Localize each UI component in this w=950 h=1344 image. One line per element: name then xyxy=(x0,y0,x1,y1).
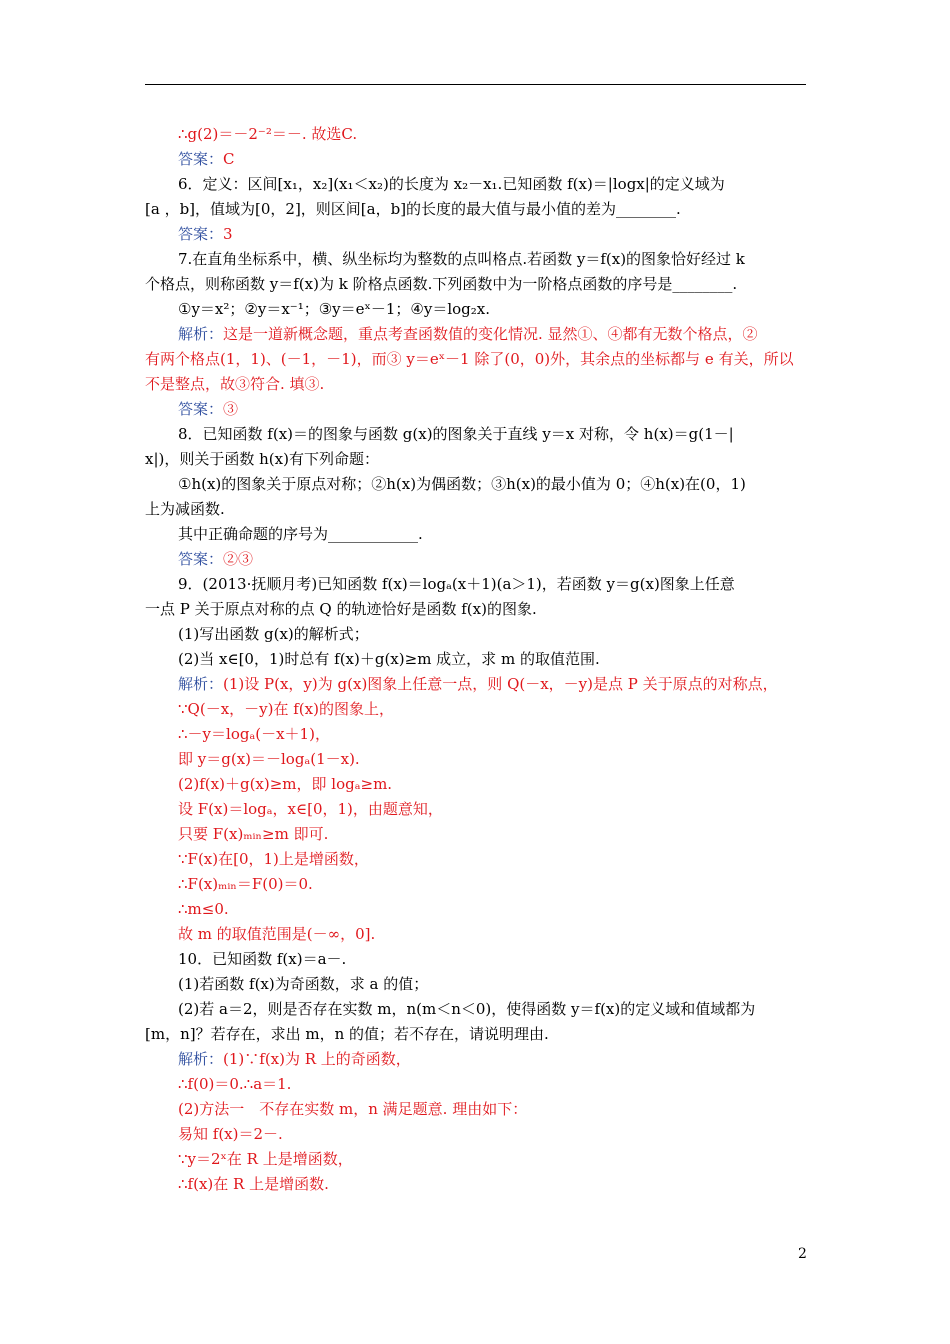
text-line xyxy=(178,799,443,819)
line-text: 不是整点，故③符合. 填③. xyxy=(145,375,325,393)
line-text: ∴F(x)ₘᵢₙ＝F(0)＝0. xyxy=(178,875,313,893)
line-text: 只要 F(x)ₘᵢₙ≥m 即可. xyxy=(178,825,329,843)
text-line xyxy=(178,124,357,144)
line-text: ∴f(0)＝0.∴a＝1. xyxy=(178,1075,292,1093)
line-answer-text: (1)∵f(x)为 R 上的奇函数， xyxy=(223,1050,411,1068)
text-line xyxy=(178,774,392,794)
line-text: 一点 P 关于原点对称的点 Q 的轨迹恰好是函数 f(x)的图象. xyxy=(145,600,537,618)
text-line xyxy=(178,999,755,1019)
line-text: 答案： xyxy=(178,400,224,418)
line-text: [a ，b]，值域为[0，2]，则区间[a，b]的长度的最大值与最小值的差为________. xyxy=(145,200,681,218)
line-text: (2)f(x)＋g(x)≥m，即 logₐ≥m. xyxy=(178,775,393,793)
text-line xyxy=(178,649,600,669)
text-line xyxy=(178,299,490,319)
line-text: (2)若 a＝2，则是否存在实数 m，n(m＜n＜0)，使得函数 y＝f(x)的定义域和值域都为 xyxy=(178,1000,756,1018)
text-line xyxy=(178,749,360,769)
text-line xyxy=(178,324,758,344)
line-text: 答案： xyxy=(178,150,224,168)
line-text: 答案： xyxy=(178,225,224,243)
line-text: 解析： xyxy=(178,675,224,693)
line-text: x|)，则关于函数 h(x)有下列命题： xyxy=(145,450,379,468)
text-line xyxy=(178,249,745,269)
text-line xyxy=(178,699,394,719)
line-text: 7.在直角坐标系中，横、纵坐标均为整数的点叫格点.若函数 y＝f(x)的图象恰好经过 k xyxy=(178,250,745,268)
line-text: 8．已知函数 f(x)＝的图象与函数 g(x)的图象关于直线 y＝x 对称，令 h(x)＝g(1－| xyxy=(178,425,734,443)
text-line xyxy=(178,224,233,244)
page-number: 2 xyxy=(798,1246,807,1262)
line-text: 设 F(x)＝logₐ，x∈[0，1)，由题意知， xyxy=(178,800,443,818)
line-text: ∴m≤0. xyxy=(178,900,229,918)
line-text: 9．(2013·抚顺月考)已知函数 f(x)＝logₐ(x＋1)(a＞1)，若函数 y＝g(x)图象上任意 xyxy=(178,575,735,593)
text-line xyxy=(145,1024,549,1044)
line-text: ∴f(x)在 R 上是增函数. xyxy=(178,1175,329,1193)
text-line xyxy=(178,874,313,894)
line-answer-text: ②③ xyxy=(223,550,254,568)
text-line xyxy=(178,824,328,844)
line-text: 有两个格点(1，1)、(－1，－1)，而③ y＝eˣ－1 除了(0，0)外，其余点的坐标都与 e 有关，所以 xyxy=(145,350,794,368)
line-answer-text: 3 xyxy=(223,225,233,243)
line-text: 解析： xyxy=(178,1050,224,1068)
text-line xyxy=(178,149,235,169)
text-line xyxy=(178,674,778,694)
text-line xyxy=(145,374,324,394)
line-text: ①h(x)的图象关于原点对称；②h(x)为偶函数；③h(x)的最小值为 0；④h(x)在(0，1) xyxy=(178,475,746,493)
line-text: (2)当 x∈[0，1)时总有 f(x)＋g(x)≥m 成立，求 m 的取值范围. xyxy=(178,650,600,668)
line-text: ∴－y＝logₐ(－x＋1)， xyxy=(178,725,330,743)
line-answer-text: 这是一道新概念题，重点考查函数值的变化情况. 显然①、④都有无数个格点，② xyxy=(223,325,758,343)
text-line xyxy=(178,624,369,644)
text-line xyxy=(178,424,734,444)
header-rule xyxy=(145,84,806,85)
line-text: 故 m 的取值范围是(－∞，0]. xyxy=(178,925,376,943)
text-line xyxy=(145,449,379,469)
text-line xyxy=(145,599,537,619)
text-line xyxy=(178,1149,353,1169)
text-line xyxy=(178,924,375,944)
text-line xyxy=(178,949,346,969)
line-text: 解析： xyxy=(178,325,224,343)
text-line xyxy=(178,524,423,544)
line-text: 其中正确命题的序号为____________. xyxy=(178,525,423,543)
text-line xyxy=(178,549,253,569)
line-text: 易知 f(x)＝2－. xyxy=(178,1125,283,1143)
line-text: ①y＝x²；②y＝x⁻¹；③y＝eˣ－1；④y＝log₂x. xyxy=(178,300,490,318)
text-line xyxy=(178,899,229,919)
line-text: 答案： xyxy=(178,550,224,568)
text-line xyxy=(178,399,238,419)
text-line xyxy=(145,349,794,369)
line-text: ∴g(2)＝－2⁻²＝－. 故选C. xyxy=(178,125,358,143)
line-text: [m，n]？若存在，求出 m，n 的值；若不存在，请说明理由. xyxy=(145,1025,549,1043)
text-line xyxy=(145,199,681,219)
line-text: (1)若函数 f(x)为奇函数，求 a 的值； xyxy=(178,975,429,993)
line-text: ∵Q(－x，－y)在 f(x)的图象上， xyxy=(178,700,394,718)
text-line xyxy=(178,174,725,194)
line-text: ∵F(x)在[0，1)上是增函数， xyxy=(178,850,369,868)
text-line xyxy=(145,499,225,519)
text-line xyxy=(178,574,735,594)
text-line xyxy=(178,1049,411,1069)
line-text: (2)方法一 不存在实数 m，n 满足题意. 理由如下： xyxy=(178,1100,528,1118)
line-text: 6．定义：区间[x₁，x₂](x₁＜x₂)的长度为 x₂－x₁.已知函数 f(x)＝|logx|的定义域为 xyxy=(178,175,725,193)
line-text: ∵y＝2ˣ在 R 上是增函数， xyxy=(178,1150,353,1168)
text-line xyxy=(178,849,369,869)
line-answer-text: C xyxy=(223,150,235,168)
text-line xyxy=(178,974,428,994)
text-line xyxy=(178,1174,329,1194)
line-text: 个格点，则称函数 y＝f(x)为 k 阶格点函数.下列函数中为一阶格点函数的序号是________. xyxy=(145,275,738,293)
line-answer-text: ③ xyxy=(223,400,239,418)
line-text: 即 y＝g(x)＝－logₐ(1－x). xyxy=(178,750,360,768)
text-line xyxy=(178,474,746,494)
line-text: 10．已知函数 f(x)＝a－. xyxy=(178,950,347,968)
line-text: (1)写出函数 g(x)的解析式； xyxy=(178,625,369,643)
line-text: 上为减函数. xyxy=(145,500,225,518)
text-line xyxy=(178,724,330,744)
text-line xyxy=(178,1099,527,1119)
text-line xyxy=(178,1074,291,1094)
text-line xyxy=(178,1124,283,1144)
line-answer-text: (1)设 P(x，y)为 g(x)图象上任意一点，则 Q(－x，－y)是点 P 关于原点的对称点， xyxy=(223,675,778,693)
text-line xyxy=(145,274,737,294)
